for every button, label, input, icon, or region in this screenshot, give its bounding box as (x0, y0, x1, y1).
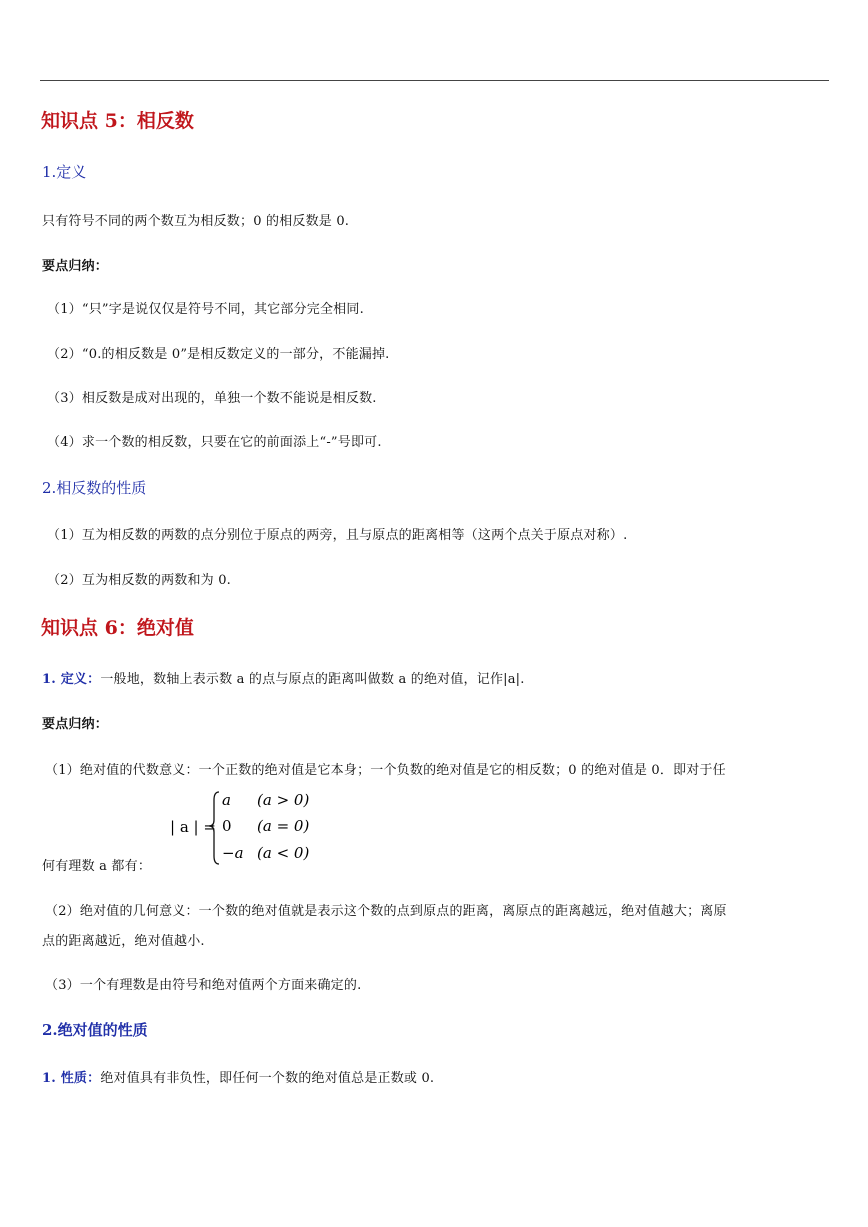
key-point-1: （1）“只”字是说仅仅是符号不同，其它部分完全相同. (47, 302, 364, 317)
abs-property-heading: 2.绝对值的性质 (42, 1021, 148, 1039)
definition-text: 只有符号不同的两个数互为相反数；0 的相反数是 0. (42, 214, 350, 229)
property-heading: 2.相反数的性质 (42, 479, 147, 497)
abs-definition-text: 一般地，数轴上表示数 a 的点与原点的距离叫做数 a 的绝对值，记作|a|. (100, 672, 525, 687)
abs-point-1-line-2: 何有理数 a 都有： (42, 859, 152, 874)
abs-property-label: 1. 性质： (42, 1071, 101, 1086)
case-1-condition: (a > 0) (257, 791, 310, 809)
key-point-4: （4）求一个数的相反数，只要在它的前面添上“-”号即可. (47, 435, 382, 450)
abs-point-3: （3）一个有理数是由符号和绝对值两个方面来确定的. (45, 978, 362, 993)
key-point-3: （3）相反数是成对出现的，单独一个数不能说是相反数. (47, 391, 377, 406)
case-3-condition: (a < 0) (257, 844, 310, 862)
section-5-title: 知识点 5：相反数 (41, 110, 194, 132)
header-rule (40, 80, 829, 81)
case-3-value: −a (222, 844, 244, 862)
property-1: （1）互为相反数的两数的点分别位于原点的两旁，且与原点的距离相等（这两个点关于原点对称）. (47, 528, 628, 543)
abs-property-text: 绝对值具有非负性，即任何一个数的绝对值总是正数或 0. (100, 1071, 435, 1086)
formula-lhs: | a | = (170, 818, 216, 836)
key-points-heading: 要点归纳： (42, 259, 109, 274)
case-1-value: a (222, 791, 231, 809)
abs-definition (42, 668, 525, 687)
abs-piecewise-formula (170, 786, 320, 866)
abs-key-points-heading: 要点归纳： (42, 717, 109, 732)
key-point-2: （2）“0.的相反数是 0”是相反数定义的一部分，不能漏掉. (47, 347, 390, 362)
definition-heading: 1.定义 (42, 163, 87, 181)
case-2-condition: (a = 0) (257, 817, 310, 835)
abs-property (42, 1067, 434, 1086)
abs-point-1-line-1: （1）绝对值的代数意义：一个正数的绝对值是它本身；一个负数的绝对值是它的相反数；0 的绝对值是 0．即对于任 (45, 763, 726, 778)
abs-definition-label: 1. 定义： (42, 672, 101, 687)
abs-point-2-line-1: （2）绝对值的几何意义：一个数的绝对值就是表示这个数的点到原点的距离，离原点的距离越远，绝对值越大；离原 (45, 904, 727, 919)
property-2: （2）互为相反数的两数和为 0. (47, 573, 232, 588)
case-2-value: 0 (222, 817, 232, 835)
section-6-title: 知识点 6：绝对值 (41, 617, 194, 639)
abs-point-2-line-2: 点的距离越近，绝对值越小. (42, 934, 205, 949)
